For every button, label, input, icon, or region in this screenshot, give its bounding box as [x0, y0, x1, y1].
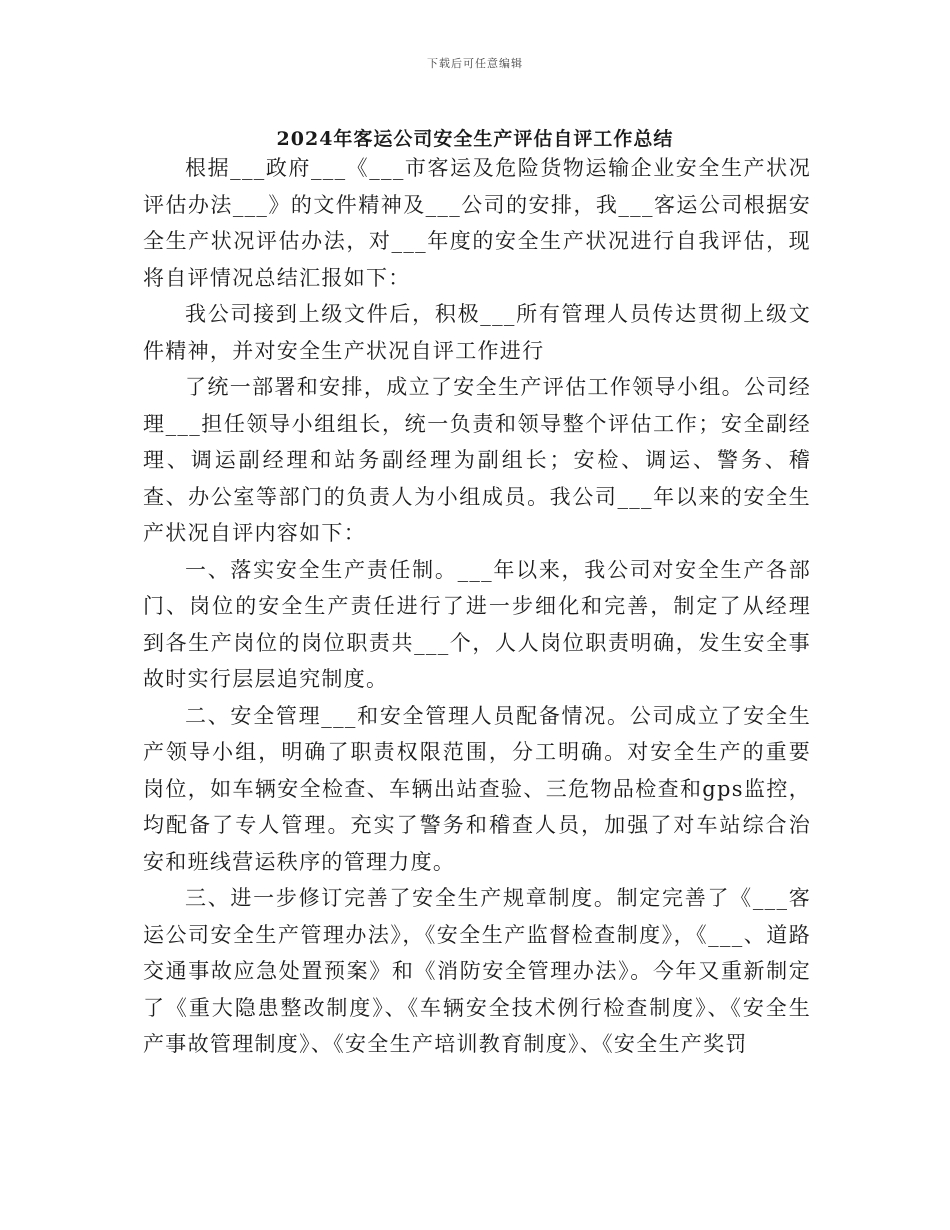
paragraph-regulations: 三、进一步修订完善了安全生产规章制度。制定完善了《___客运公司安全生产管理办法》，《安全生产监督检查制度》，《___、道路交通事故应急处置预案》和《消防安全管理办法》。今年又重新制定了《重大隐患整改制度》、《车辆安全技术例行检查制度》、《安全生产事故管理制度》、《安全生产培训教育制度》、《安全生产奖罚 [143, 886, 811, 1056]
header-note: 下载后可任意编辑 [427, 57, 523, 70]
document-body [143, 150, 811, 1063]
paragraph-receipt: 我公司接到上级文件后，积极___所有管理人员传达贯彻上级文件精神，并对安全生产状况自评工作进行 [143, 302, 811, 363]
paragraph-responsibility: 一、落实安全生产责任制。___年以来，我公司对安全生产各部门、岗位的安全生产责任进行了进一步细化和完善，制定了从经理到各生产岗位的岗位职责共___个，人人岗位职责明确，发生安全事故时实行层层追究制度。 [143, 557, 811, 691]
page-title: 2024年客运公司安全生产评估自评工作总结 [276, 128, 674, 150]
paragraph-intro: 根据___政府___《___市客运及危险货物运输企业安全生产状况评估办法___》的文件精神及___公司的安排，我___客运公司根据安全生产状况评估办法，对___年度的安全生产状况进行自我评估，现将自评情况总结汇报如下： [143, 156, 811, 290]
paragraph-organization: 了统一部署和安排，成立了安全生产评估工作领导小组。公司经理___担任领导小组组长，统一负责和领导整个评估工作；安全副经理、调运副经理和站务副经理为副组长；安检、调运、警务、稽查、办公室等部门的负责人为小组成员。我公司___年以来的安全生产状况自评内容如下： [143, 375, 811, 545]
paragraph-staffing: 二、安全管理___和安全管理人员配备情况。公司成立了安全生产领导小组，明确了职责权限范围，分工明确。对安全生产的重要岗位，如车辆安全检查、车辆出站查验、三危物品检查和gps监控，均配备了专人管理。充实了警务和稽查人员，加强了对车站综合治安和班线营运秩序的管理力度。 [143, 703, 811, 874]
